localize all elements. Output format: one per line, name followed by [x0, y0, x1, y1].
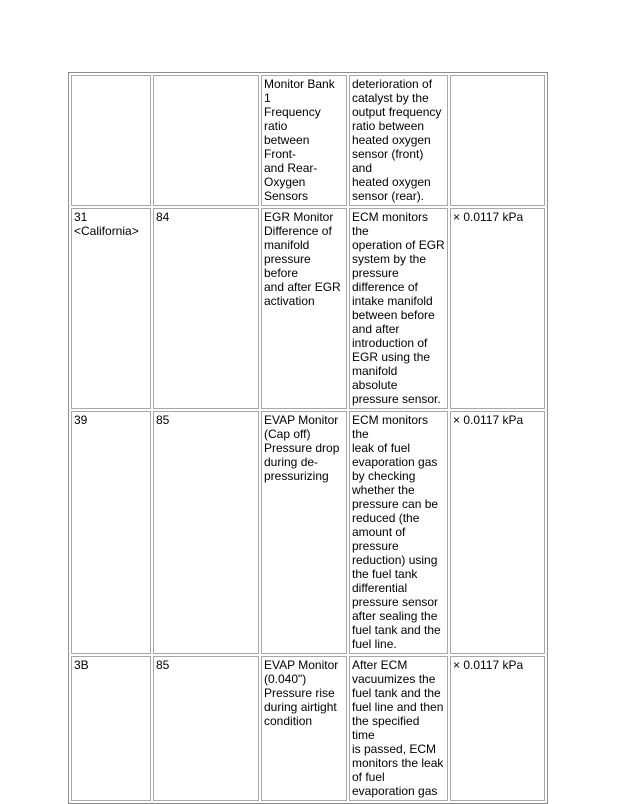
unit-cell: × 0.0117 kPa: [450, 411, 545, 654]
tid-cell: [71, 75, 151, 206]
unit-cell: × 0.0117 kPa: [450, 656, 545, 801]
test-item-cell: EGR Monitor Difference of manifold pressure before and after EGR activation: [261, 208, 347, 409]
table-row: [71, 656, 545, 801]
cid-cell: 85: [153, 656, 259, 801]
description-cell: ECM monitors the leak of fuel evaporation gas by checking whether the pressure can be reduced (the amount of pressure reduction) using the fuel tank differential pressure sensor after sealing the fuel tank and the fuel line.: [349, 411, 448, 654]
tid-cell: 3B: [71, 656, 151, 801]
monitor-test-table: [68, 72, 548, 804]
test-item-cell: EVAP Monitor (0.040") Pressure rise during airtight condition: [261, 656, 347, 801]
cid-cell: 85: [153, 411, 259, 654]
test-item-cell: EVAP Monitor (Cap off) Pressure drop during de- pressurizing: [261, 411, 347, 654]
table-row: [71, 411, 545, 654]
description-cell: deterioration of catalyst by the output frequency ratio between heated oxygen sensor (front) and heated oxygen sensor (rear).: [349, 75, 448, 206]
table-row: [71, 75, 545, 206]
cid-cell: 84: [153, 208, 259, 409]
description-cell: After ECM vacuumizes the fuel tank and the fuel line and then the specified time is passed, ECM monitors the leak of fuel evaporation gas: [349, 656, 448, 801]
test-item-cell: Monitor Bank 1 Frequency ratio between Front- and Rear- Oxygen Sensors: [261, 75, 347, 206]
unit-cell: [450, 75, 545, 206]
unit-cell: × 0.0117 kPa: [450, 208, 545, 409]
description-cell: ECM monitors the operation of EGR system by the pressure difference of intake manifold between before and after introduction of EGR using the manifold absolute pressure sensor.: [349, 208, 448, 409]
tid-cell: 39: [71, 411, 151, 654]
cid-cell: [153, 75, 259, 206]
tid-cell: 31 <California>: [71, 208, 151, 409]
table-row: [71, 208, 545, 409]
